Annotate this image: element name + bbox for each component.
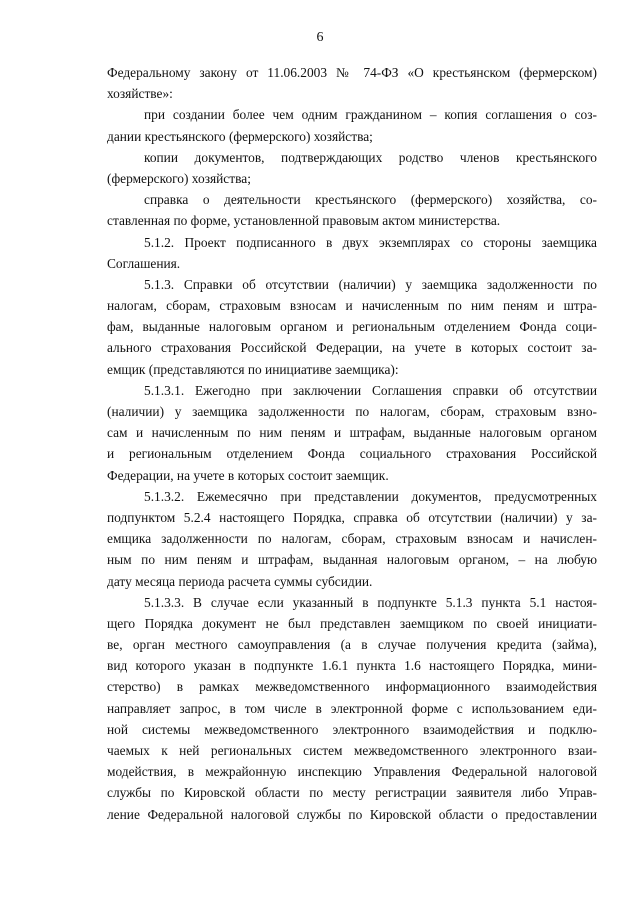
text-line: дании крестьянского (фермерского) хозяйства; bbox=[107, 128, 373, 144]
text-line: налогам, сборам, страховым взносам и начисленным по ним пеням и штра- bbox=[107, 298, 597, 314]
text-line: чаемых к ней региональных систем межведомственного электронного взаи- bbox=[107, 743, 597, 758]
text-line: стерство) в рамках межведомственного информационного взаимодействия bbox=[107, 679, 597, 695]
text-line: 5.1.2. Проект подписанного в двух экземплярах со стороны заемщика bbox=[144, 234, 597, 250]
text-line: ной системы межведомственного электронного взаимодействия и подклю- bbox=[107, 721, 597, 737]
document-body bbox=[107, 62, 597, 825]
text-line: 5.1.3.1. Ежегодно при заключении Соглашения справки об отсутствии bbox=[144, 382, 597, 398]
text-line: копии документов, подтверждающих родство членов крестьянского bbox=[144, 149, 597, 165]
text-line: ным по ним пеням и штрафам, выданная налоговым органом, – на любую bbox=[107, 552, 597, 568]
text-line: емщика задолженности по налогам, сборам, страховым взносам и начислен- bbox=[107, 531, 597, 547]
text-line: при создании более чем одним гражданином – копия соглашения о соз- bbox=[144, 107, 597, 123]
text-line: ление Федеральной налоговой службы по Кировской области о предоставлении bbox=[107, 806, 597, 822]
text-line: ставленная по форме, установленной правовым актом министерства. bbox=[107, 213, 501, 229]
text-line: 5.1.3. Справки об отсутствии (наличии) у заемщика задолженности по bbox=[144, 276, 597, 292]
text-line: 5.1.3.3. В случае если указанный в подпункте 5.1.3 пункта 5.1 настоя- bbox=[144, 594, 597, 610]
text-line: подпунктом 5.2.4 настоящего Порядка, справка об отсутствии (наличии) у за- bbox=[107, 509, 597, 525]
text-line: направляет запрос, в том числе в электронной форме с использованием еди- bbox=[107, 700, 597, 716]
text-line: хозяйстве»: bbox=[107, 86, 173, 102]
text-line: сам и начисленным по ним пеням и штрафам, выданные налоговым органом bbox=[107, 425, 597, 441]
text-line: вид которого указан в подпункте 1.6.1 пункта 1.6 настоящего Порядка, мини- bbox=[107, 658, 597, 674]
text-line: ального страхования Российской Федерации, на учете в которых состоит за- bbox=[107, 340, 597, 356]
text-line: Федеральному закону от 11.06.2003 № 74-ФЗ «О крестьянском (фермерском) bbox=[107, 65, 597, 80]
text-line: дату месяца периода расчета суммы субсидии. bbox=[107, 573, 373, 589]
text-line: модействия, в межрайонную инспекцию Управления Федеральной налоговой bbox=[107, 764, 597, 780]
text-line: емщик (представляются по инициативе заемщика): bbox=[107, 361, 399, 377]
text-line: службы по Кировской области по месту регистрации заявителя либо Управ- bbox=[107, 785, 597, 801]
text-line: Соглашения. bbox=[107, 255, 181, 271]
text-line: ве, орган местного самоуправления (а в случае получения кредита (займа), bbox=[107, 637, 597, 653]
text-line: Федерации, на учете в которых состоит заемщик. bbox=[107, 467, 389, 483]
text-line: справка о деятельности крестьянского (фермерского) хозяйства, со- bbox=[144, 192, 597, 208]
text-line: (фермерского) хозяйства; bbox=[107, 170, 251, 186]
text-line: щего Порядка документ не был представлен заемщиком по своей инициати- bbox=[107, 615, 597, 631]
text-line: фам, выданные налоговым органом и региональным отделением Фонда соци- bbox=[107, 319, 597, 335]
text-line: (наличии) у заемщика задолженности по налогам, сборам, страховым взно- bbox=[107, 404, 597, 419]
page-number: 6 bbox=[316, 30, 324, 45]
text-line: 5.1.3.2. Ежемесячно при представлении документов, предусмотренных bbox=[144, 488, 597, 504]
text-line: и региональным отделением Фонда социального страхования Российской bbox=[107, 446, 597, 462]
